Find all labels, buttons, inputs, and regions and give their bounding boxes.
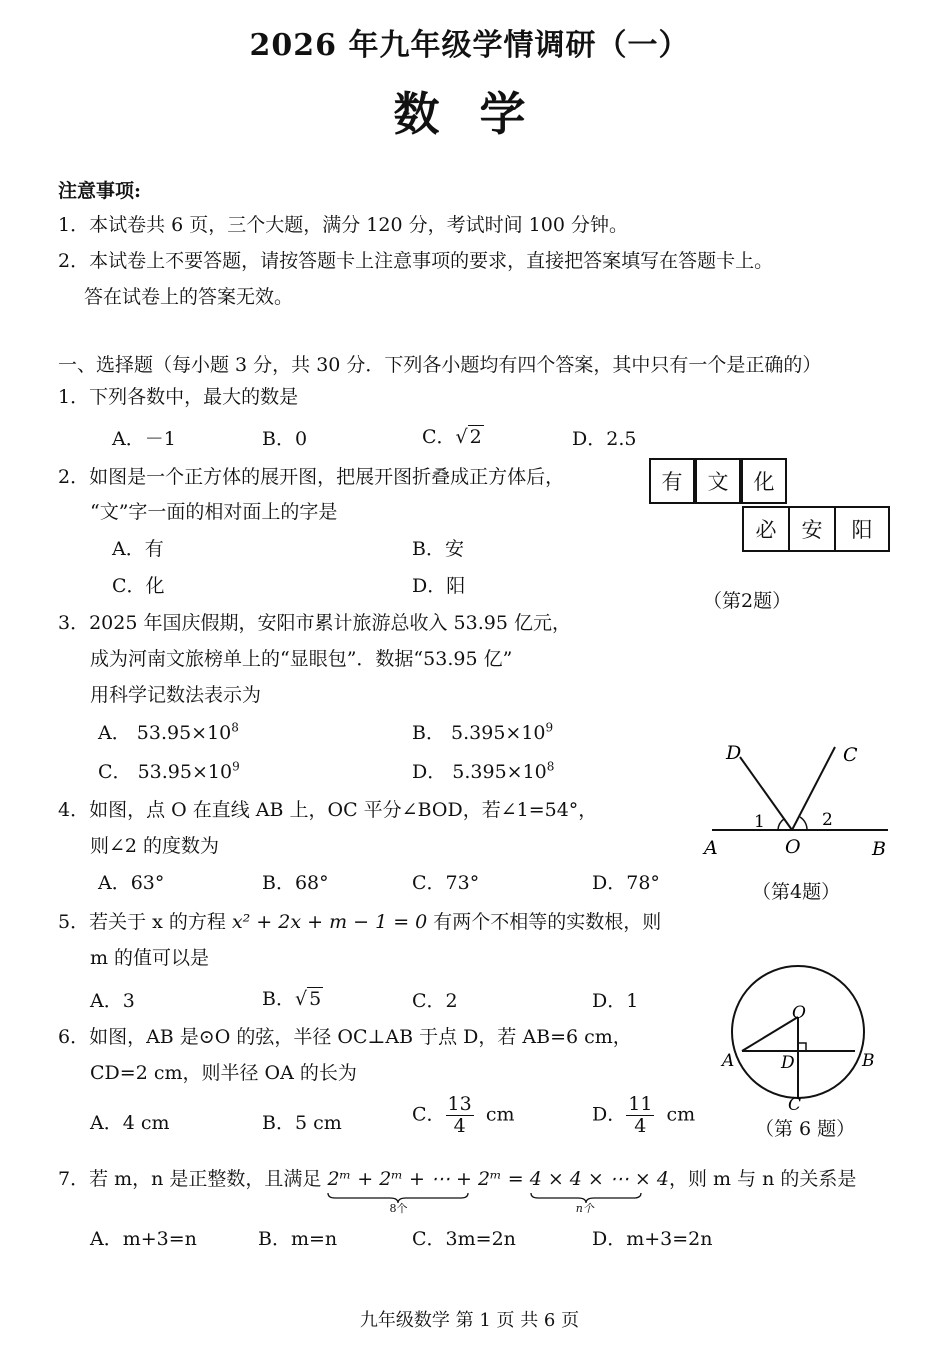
q5-stem-line2: m 的值可以是 xyxy=(90,947,210,969)
q2-option-c: C．化 xyxy=(112,575,165,597)
ray-od xyxy=(740,757,792,830)
q6-option-d: D． $\frac{11}{4}$ cm xyxy=(592,1093,696,1137)
q7-option-a: A．m+3=n xyxy=(90,1228,197,1250)
label-c: C xyxy=(788,1095,802,1112)
q6-option-a: A．4 cm xyxy=(90,1112,170,1134)
label-angle-2: 2 xyxy=(822,810,833,830)
radius-oa xyxy=(742,1017,798,1051)
label-a: A xyxy=(704,837,718,859)
label-a: A xyxy=(722,1051,735,1071)
net-cell: 有 xyxy=(649,458,695,504)
q4-option-c: C．73° xyxy=(412,872,480,894)
notice-heading: 注意事项: xyxy=(58,180,142,202)
label-c: C xyxy=(843,744,858,766)
label-angle-1: 1 xyxy=(754,812,765,832)
q5-option-b: B．√ 5 xyxy=(262,988,322,1010)
q5-stem-line1: 5．若关于 x 的方程 x² + 2x + m − 1 = 0 有两个不相等的实数根，则 xyxy=(58,911,662,933)
label-o: O xyxy=(785,836,801,858)
q7-stem: 7．若 m，n 是正整数，且满足 2ᵐ + 2ᵐ + ⋯ + 2ᵐ 8个 = 4 × 4 × ⋯ × 4 n个 ，则 m 与 n 的关系是 xyxy=(58,1168,857,1215)
q5-option-c: C．2 xyxy=(412,990,458,1012)
label-b: B xyxy=(872,838,886,860)
q5-option-a: A．3 xyxy=(90,990,135,1012)
angle-figure xyxy=(700,735,900,865)
q5-equation: x² + 2x + m − 1 = 0 xyxy=(231,911,428,933)
q1-option-b: B．0 xyxy=(262,428,308,450)
q2-stem-line1: 2．如图是一个正方体的展开图，把展开图折叠成正方体后， xyxy=(58,466,565,488)
q4-option-b: B．68° xyxy=(262,872,329,894)
q4-stem-line2: 则∠2 的度数为 xyxy=(90,835,220,857)
q3-option-a: A． $53.95\times 10^8$ xyxy=(98,720,239,744)
q6-stem-line1: 6．如图，AB 是⊙O 的弦，半径 OC⊥AB 于点 D，若 AB=6 cm， xyxy=(58,1026,632,1048)
q2-figure-caption: （第2题） xyxy=(703,590,792,612)
q6-option-c: C． $\frac{13}{4}$ cm xyxy=(412,1093,515,1137)
q7-option-c: C．3m=2n xyxy=(412,1228,516,1250)
q6-stem-line2: CD=2 cm，则半径 OA 的长为 xyxy=(90,1062,357,1084)
subject-title: 数学 xyxy=(393,87,566,141)
q4-option-a: A．63° xyxy=(98,872,165,894)
q6-figure-caption: （第 6 题） xyxy=(755,1118,856,1140)
right-angle-mark xyxy=(798,1043,806,1051)
q7-option-d: D．m+3=2n xyxy=(592,1228,713,1250)
q1-option-c: C．√ 2 xyxy=(422,426,482,448)
angle-1-arc xyxy=(778,819,784,830)
q3-stem-line1: 3．2025 年国庆假期，安阳市累计旅游总收入 53.95 亿元， xyxy=(58,612,571,634)
q3-option-d: D． $5.395\times 10^8$ xyxy=(412,759,555,783)
label-b: B xyxy=(862,1051,875,1071)
q3-stem-line2: 成为河南文旅榜单上的“显眼包”．数据“53.95 亿” xyxy=(90,648,513,670)
net-cell: 化 xyxy=(741,458,787,504)
q3-option-c: C． $53.95\times 10^9$ xyxy=(98,759,240,783)
page-footer: 九年级数学 第 1 页 共 6 页 xyxy=(359,1310,580,1331)
q2-option-a: A．有 xyxy=(112,538,164,560)
circle-figure xyxy=(718,962,888,1112)
label-d: D xyxy=(726,742,742,764)
q3-stem-line3: 用科学记数法表示为 xyxy=(90,684,262,706)
q2-stem-line2: “文”字一面的相对面上的字是 xyxy=(90,501,338,523)
angle-2-arc xyxy=(800,817,807,830)
q5-option-d: D．1 xyxy=(592,990,639,1012)
q1-option-d: D．2.5 xyxy=(572,428,637,450)
q3-option-b: B． $5.395\times 10^9$ xyxy=(412,720,554,744)
q7-right-expression: 4 × 4 × ⋯ × 4 n个 xyxy=(529,1168,669,1215)
q7-option-b: B．m=n xyxy=(258,1228,338,1250)
label-o: O xyxy=(792,1003,806,1023)
net-cell: 阳 xyxy=(834,506,890,552)
net-cell: 安 xyxy=(788,506,836,552)
q6-option-b: B．5 cm xyxy=(262,1112,342,1134)
net-cell: 文 xyxy=(695,458,741,504)
net-cell: 必 xyxy=(742,506,790,552)
notice-item-1: 1．本试卷共 6 页，三个大题，满分 120 分，考试时间 100 分钟。 xyxy=(58,214,628,236)
q2-option-d: D．阳 xyxy=(412,575,466,597)
q2-option-b: B．安 xyxy=(412,538,464,560)
notice-item-2: 2．本试卷上不要答题，请按答题卡上注意事项的要求，直接把答案填写在答题卡上。 xyxy=(58,250,774,272)
q7-left-expression: 2ᵐ + 2ᵐ + ⋯ + 2ᵐ 8个 xyxy=(327,1168,502,1215)
q4-option-d: D．78° xyxy=(592,872,660,894)
exam-title: 2026 年九年级学情调研（一） xyxy=(249,28,690,63)
label-d: D xyxy=(781,1053,795,1073)
section-1-heading: 一、选择题（每小题 3 分，共 30 分．下列各小题均有四个答案，其中只有一个是正确的） xyxy=(58,354,822,376)
q1-stem: 1．下列各数中，最大的数是 xyxy=(58,386,299,408)
q4-figure-caption: （第4题） xyxy=(752,881,841,903)
q1-option-a: A．－1 xyxy=(112,428,176,450)
q4-stem-line1: 4．如图，点 O 在直线 AB 上，OC 平分∠BOD，若∠1=54°， xyxy=(58,799,598,821)
notice-item-2-cont: 答在试卷上的答案无效。 xyxy=(84,286,294,308)
